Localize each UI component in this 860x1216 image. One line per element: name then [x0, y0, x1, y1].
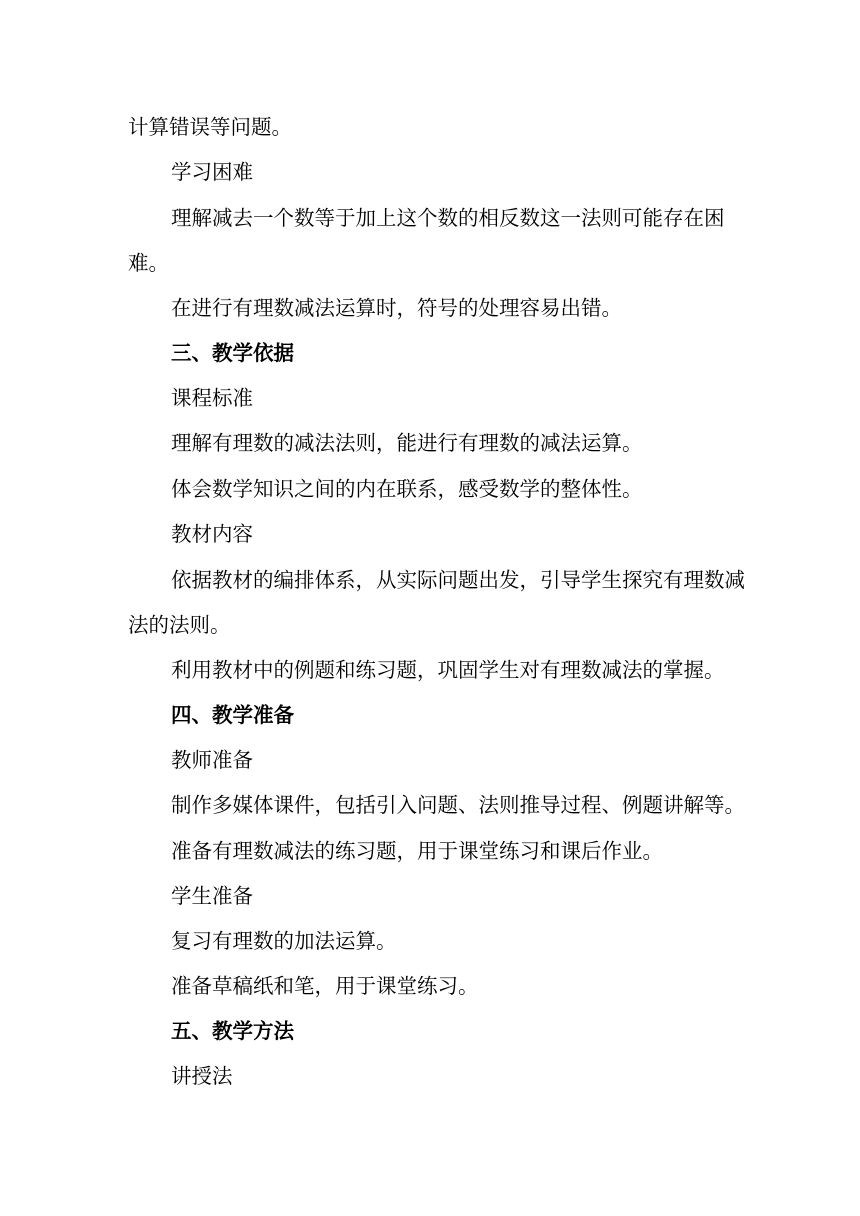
paragraph: 制作多媒体课件，包括引入问题、法则推导过程、例题讲解等。	[171, 793, 745, 817]
subheading-learning-difficulties: 学习困难	[171, 160, 253, 184]
paragraph: 准备有理数减法的练习题，用于课堂练习和课后作业。	[171, 839, 663, 863]
paragraph: 理解减去一个数等于加上这个数的相反数这一法则可能存在困	[171, 206, 725, 230]
paragraph: 复习有理数的加法运算。	[171, 929, 397, 953]
paragraph-continuation: 难。	[128, 251, 169, 275]
subheading-student-preparation: 学生准备	[171, 884, 253, 908]
paragraph: 利用教材中的例题和练习题，巩固学生对有理数减法的掌握。	[171, 658, 725, 682]
section-heading-teaching-methods: 五、教学方法	[171, 1019, 294, 1043]
paragraph-continuation: 法的法则。	[128, 613, 231, 637]
subheading-lecture-method: 讲授法	[171, 1064, 233, 1088]
paragraph-continuation: 计算错误等问题。	[128, 115, 292, 139]
paragraph: 准备草稿纸和笔，用于课堂练习。	[171, 974, 479, 998]
subheading-curriculum-standard: 课程标准	[171, 386, 253, 410]
paragraph: 在进行有理数减法运算时，符号的处理容易出错。	[171, 296, 622, 320]
paragraph: 理解有理数的减法法则，能进行有理数的减法运算。	[171, 431, 643, 455]
subheading-textbook-content: 教材内容	[171, 522, 253, 546]
paragraph: 依据教材的编排体系，从实际问题出发，引导学生探究有理数减	[171, 568, 745, 592]
section-heading-teaching-basis: 三、教学依据	[171, 341, 294, 365]
section-heading-teaching-preparation: 四、教学准备	[171, 703, 294, 727]
paragraph: 体会数学知识之间的内在联系，感受数学的整体性。	[171, 477, 643, 501]
subheading-teacher-preparation: 教师准备	[171, 748, 253, 772]
